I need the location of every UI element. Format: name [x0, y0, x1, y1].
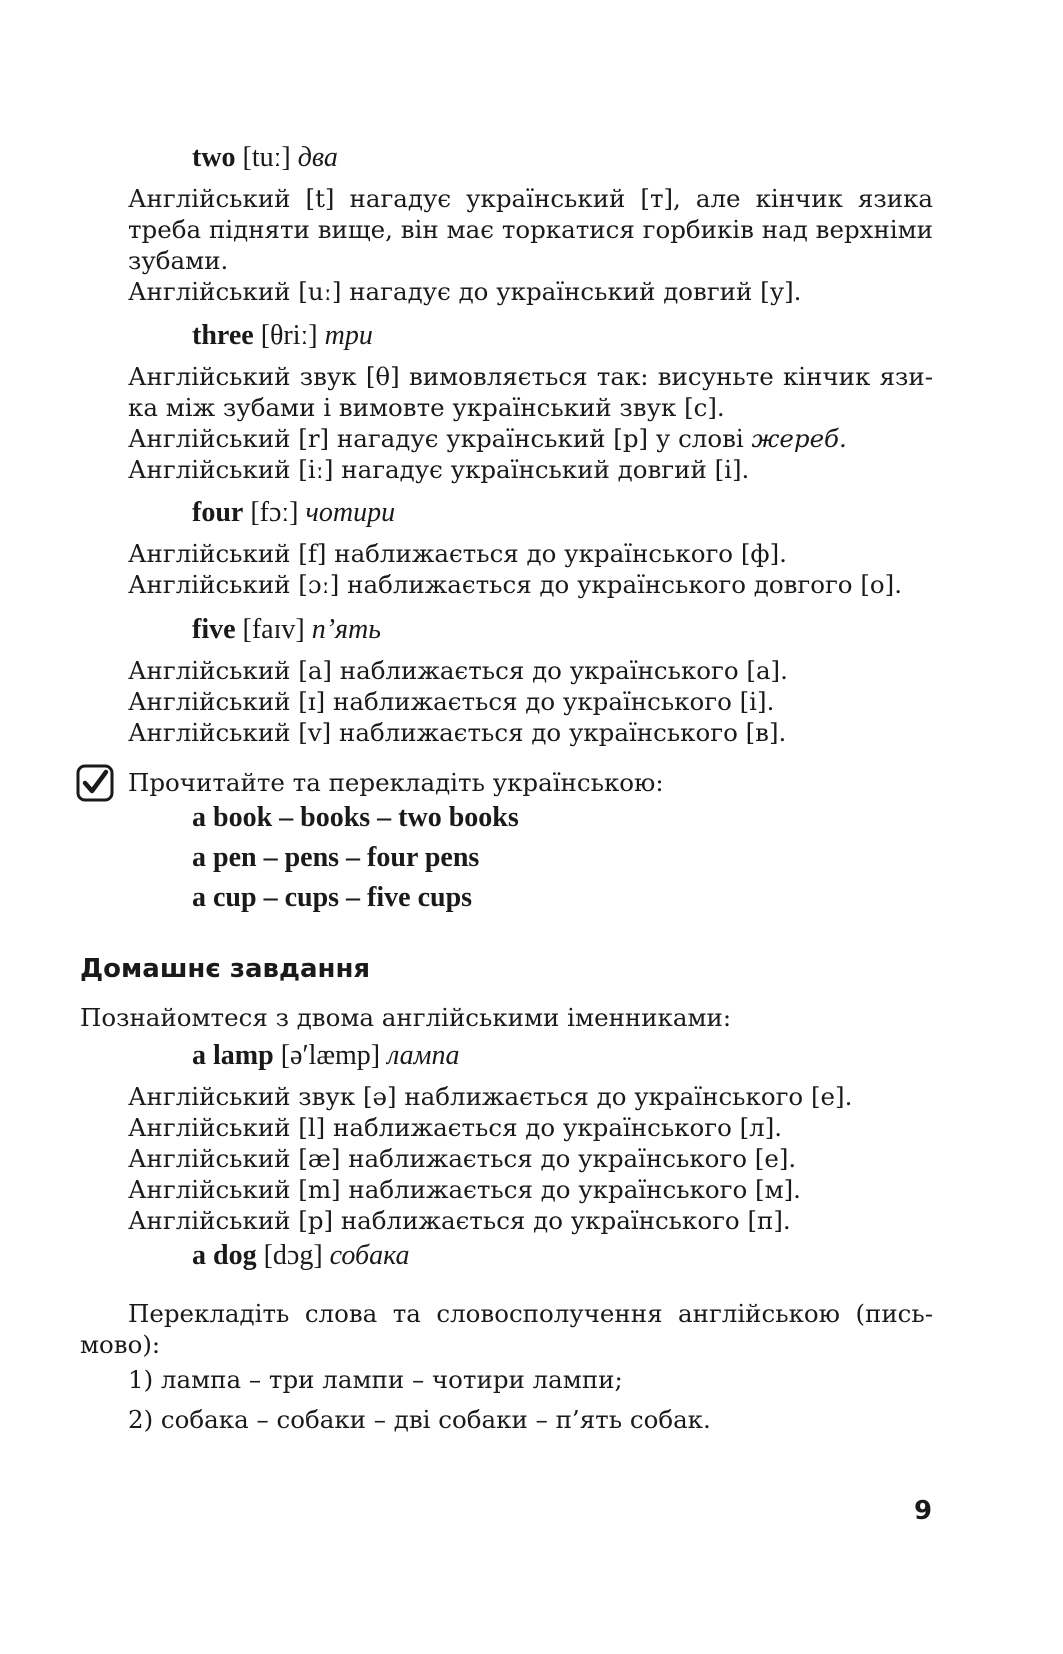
vocab-word-dog [192, 1240, 410, 1272]
exercise-line: a book – books – two books [192, 802, 519, 833]
pronunciation-note: Англійський [p] наближається до українського [п]. [128, 1206, 791, 1235]
word-ua: два [297, 142, 338, 173]
exercise-line: a cup – cups – five cups [192, 882, 473, 913]
pronunciation-note: Англійський [ɔː] наближається до українського довгого [о]. [128, 570, 902, 599]
vocab-word-four [192, 497, 395, 529]
word-ua: три [324, 320, 373, 351]
pronunciation-note: Англійський [t] нагадує український [т], але кінчик язика [128, 184, 933, 213]
word-ipa: [faɪv] [242, 614, 305, 645]
homework-task: 1) лампа – три лампи – чотири лампи; [128, 1365, 623, 1394]
exercise-instruction: Прочитайте та перекладіть українською: [128, 768, 664, 797]
homework-task: 2) собака – собаки – дві собаки – п’ять собак. [128, 1405, 711, 1434]
pronunciation-note: Англійський звук [ə] наближається до українського [е]. [128, 1082, 853, 1111]
word-en: five [192, 614, 236, 645]
pronunciation-note: Англійський звук [θ] вимовляється так: висуньте кінчик язи- [128, 362, 933, 391]
word-ua: лампа [387, 1040, 460, 1071]
word-ipa: [fɔː] [250, 497, 299, 528]
pronunciation-note: ка між зубами і вимовте український звук [с]. [128, 393, 725, 422]
page-number: 9 [914, 1496, 933, 1526]
pronunciation-note: Англійський [l] наближається до українського [л]. [128, 1113, 783, 1142]
section-heading: Домашнє завдання [80, 954, 371, 984]
word-en: a lamp [192, 1040, 274, 1071]
word-en: two [192, 142, 236, 173]
homework-intro: Познайомтеся з двома англійськими іменниками: [80, 1003, 732, 1032]
note-text: Англійський [r] нагадує український [р] у слові [128, 424, 752, 453]
word-ua: п’ять [311, 614, 382, 645]
word-ipa: [tuː] [242, 142, 291, 173]
word-en: four [192, 497, 244, 528]
vocab-word-two [192, 142, 338, 174]
word-ua: чотири [305, 497, 396, 528]
pronunciation-note: Англійський [f] наближається до українського [ф]. [128, 539, 787, 568]
word-en: a dog [192, 1240, 257, 1271]
word-en: three [192, 320, 254, 351]
pronunciation-note [128, 423, 933, 454]
homework-task-intro: Перекладіть слова та словосполучення англійською (пись- [128, 1299, 933, 1328]
homework-task-intro: мово): [80, 1330, 161, 1359]
vocab-word-five [192, 614, 381, 646]
word-ua: собака [329, 1240, 410, 1271]
note-italic-word: жереб. [751, 424, 847, 453]
word-ipa: [θriː] [260, 320, 318, 351]
word-ipa: [ə′læmp] [280, 1040, 381, 1071]
pronunciation-note: Англійський [æ] наближається до українського [е]. [128, 1144, 797, 1173]
pronunciation-note: Англійський [v] наближається до українського [в]. [128, 718, 787, 747]
pronunciation-note: Англійський [m] наближається до українського [м]. [128, 1175, 801, 1204]
checkbox-icon [76, 764, 114, 802]
vocab-word-lamp [192, 1040, 460, 1072]
pronunciation-note: Англійський [a] наближається до українського [а]. [128, 656, 788, 685]
exercise-line: a pen – pens – four pens [192, 842, 480, 873]
pronunciation-note: зубами. [128, 246, 229, 275]
pronunciation-note: Англійський [iː] нагадує український довгий [і]. [128, 455, 750, 484]
pronunciation-note: Англійський [uː] нагадує до український довгий [у]. [128, 277, 802, 306]
vocab-word-three [192, 320, 373, 352]
pronunciation-note: треба підняти вище, він має торкатися горбиків над верхніми [128, 215, 933, 244]
pronunciation-note: Англійський [ɪ] наближається до українського [і]. [128, 687, 775, 716]
word-ipa: [dɔg] [263, 1240, 323, 1271]
